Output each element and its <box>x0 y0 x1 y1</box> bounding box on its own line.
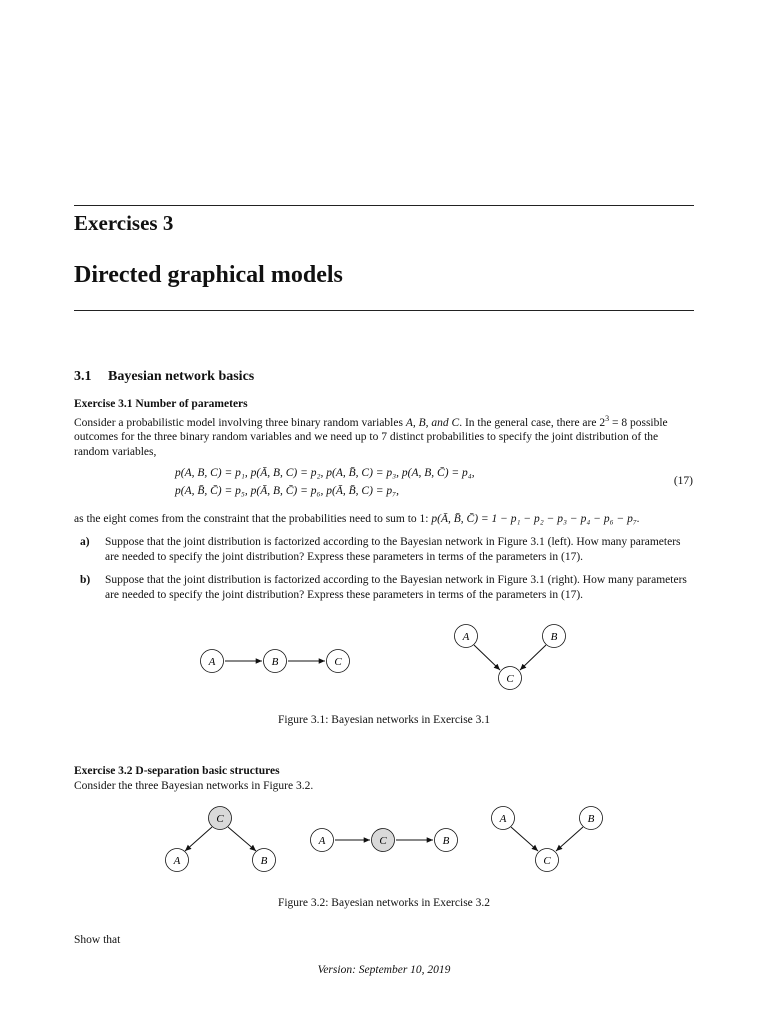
figure-3-2-fork-network <box>166 807 276 872</box>
node-c-label: C <box>216 813 224 825</box>
node-c-label: C <box>379 835 387 847</box>
chapter-label: Exercises 3 <box>74 211 174 235</box>
figure-3-2-collider-network <box>492 807 603 872</box>
node-a-label: A <box>173 855 181 867</box>
edge-b-c <box>556 827 583 851</box>
edge-a-c <box>474 645 500 670</box>
item-a-label: a) <box>80 536 90 548</box>
node-a-label: A <box>318 835 326 847</box>
equation-line-2: p(A, B̄, C̄) = p₅, p(Ā, B, C̄) = p₆, p(Ā, B̄, C) = p₇, <box>175 485 400 497</box>
constraint-text: as the eight comes from the constraint that the probabilities need to sum to 1: <box>74 513 432 525</box>
figure-3-1-left-network <box>201 650 350 673</box>
figure-3-1-right-network <box>455 625 566 690</box>
figure-3-2-caption: Figure 3.2: Bayesian networks in Exercise 3.2 <box>277 897 491 909</box>
intro-equals: = 8 <box>609 416 628 429</box>
closing-text: Show that <box>74 934 121 946</box>
chapter-title: Directed graphical models <box>74 262 343 288</box>
equation-number: (17) <box>673 475 693 487</box>
node-a-label: A <box>499 813 507 825</box>
intro-text-2: . In the general case, there are 2 <box>459 416 606 429</box>
node-a-label: A <box>462 631 470 643</box>
intro-variables: A, B, and C <box>405 416 460 429</box>
edge-b-c <box>520 645 546 670</box>
item-b-label: b) <box>80 574 91 586</box>
edge-c-b <box>228 827 256 851</box>
exercise-3-2-title: Exercise 3.2 D-separation basic structures <box>74 765 280 777</box>
node-b-label: B <box>442 835 450 847</box>
intro-text-1: Consider a probabilistic model involving three binary random variables <box>74 416 406 429</box>
node-b-label: B <box>271 656 279 668</box>
equation-line-1: p(A, B, C) = p₁, p(Ā, B, C) = p₂, p(A, B̄, C) = p₃, p(A, B, C̄) = p₄, <box>175 467 475 479</box>
node-c-label: C <box>506 673 514 685</box>
exercise-3-2-intro: Consider the three Bayesian networks in Figure 3.2. <box>74 780 314 792</box>
node-b-label: B <box>550 631 558 643</box>
exercise-3-1-title: Exercise 3.1 Number of parameters <box>74 398 248 410</box>
edge-a-c <box>511 827 538 851</box>
intro-text-3: possible outcomes for the three binary random variables and we need up to 7 distinct probabilities to specify the joint distribution of the random variables, <box>74 416 668 458</box>
page-footer: Version: September 10, 2019 <box>317 964 451 976</box>
section-number: 3.1 <box>74 369 92 384</box>
constraint-math: p(Ā, B̄, C̄) = 1 − p₁ − p₂ − p₃ − p₄ − p₆ − p₇. <box>431 513 640 525</box>
edge-c-a <box>185 827 212 851</box>
item-b-text: Suppose that the joint distribution is factorized according to the Bayesian network in Figure 3.1 (right). How many parameters are needed to specify the joint distribution? Express these parameters in terms of the parameters in (17). <box>105 574 687 601</box>
figure-3-2-chain-network <box>311 829 458 852</box>
node-c-label: C <box>334 656 342 668</box>
node-b-label: B <box>260 855 268 867</box>
node-a-label: A <box>208 656 216 668</box>
node-c-label: C <box>543 855 551 867</box>
node-b-label: B <box>587 813 595 825</box>
section-title: Bayesian network basics <box>108 369 255 384</box>
item-a-text: Suppose that the joint distribution is factorized according to the Bayesian network in Figure 3.1 (left). How many parameters are needed to specify the joint distribution? Express these parameters in terms of the parameters in (17). <box>105 536 681 563</box>
figure-3-1-caption: Figure 3.1: Bayesian networks in Exercise 3.1 <box>277 714 491 726</box>
intro-exponent: 3 <box>605 414 610 423</box>
